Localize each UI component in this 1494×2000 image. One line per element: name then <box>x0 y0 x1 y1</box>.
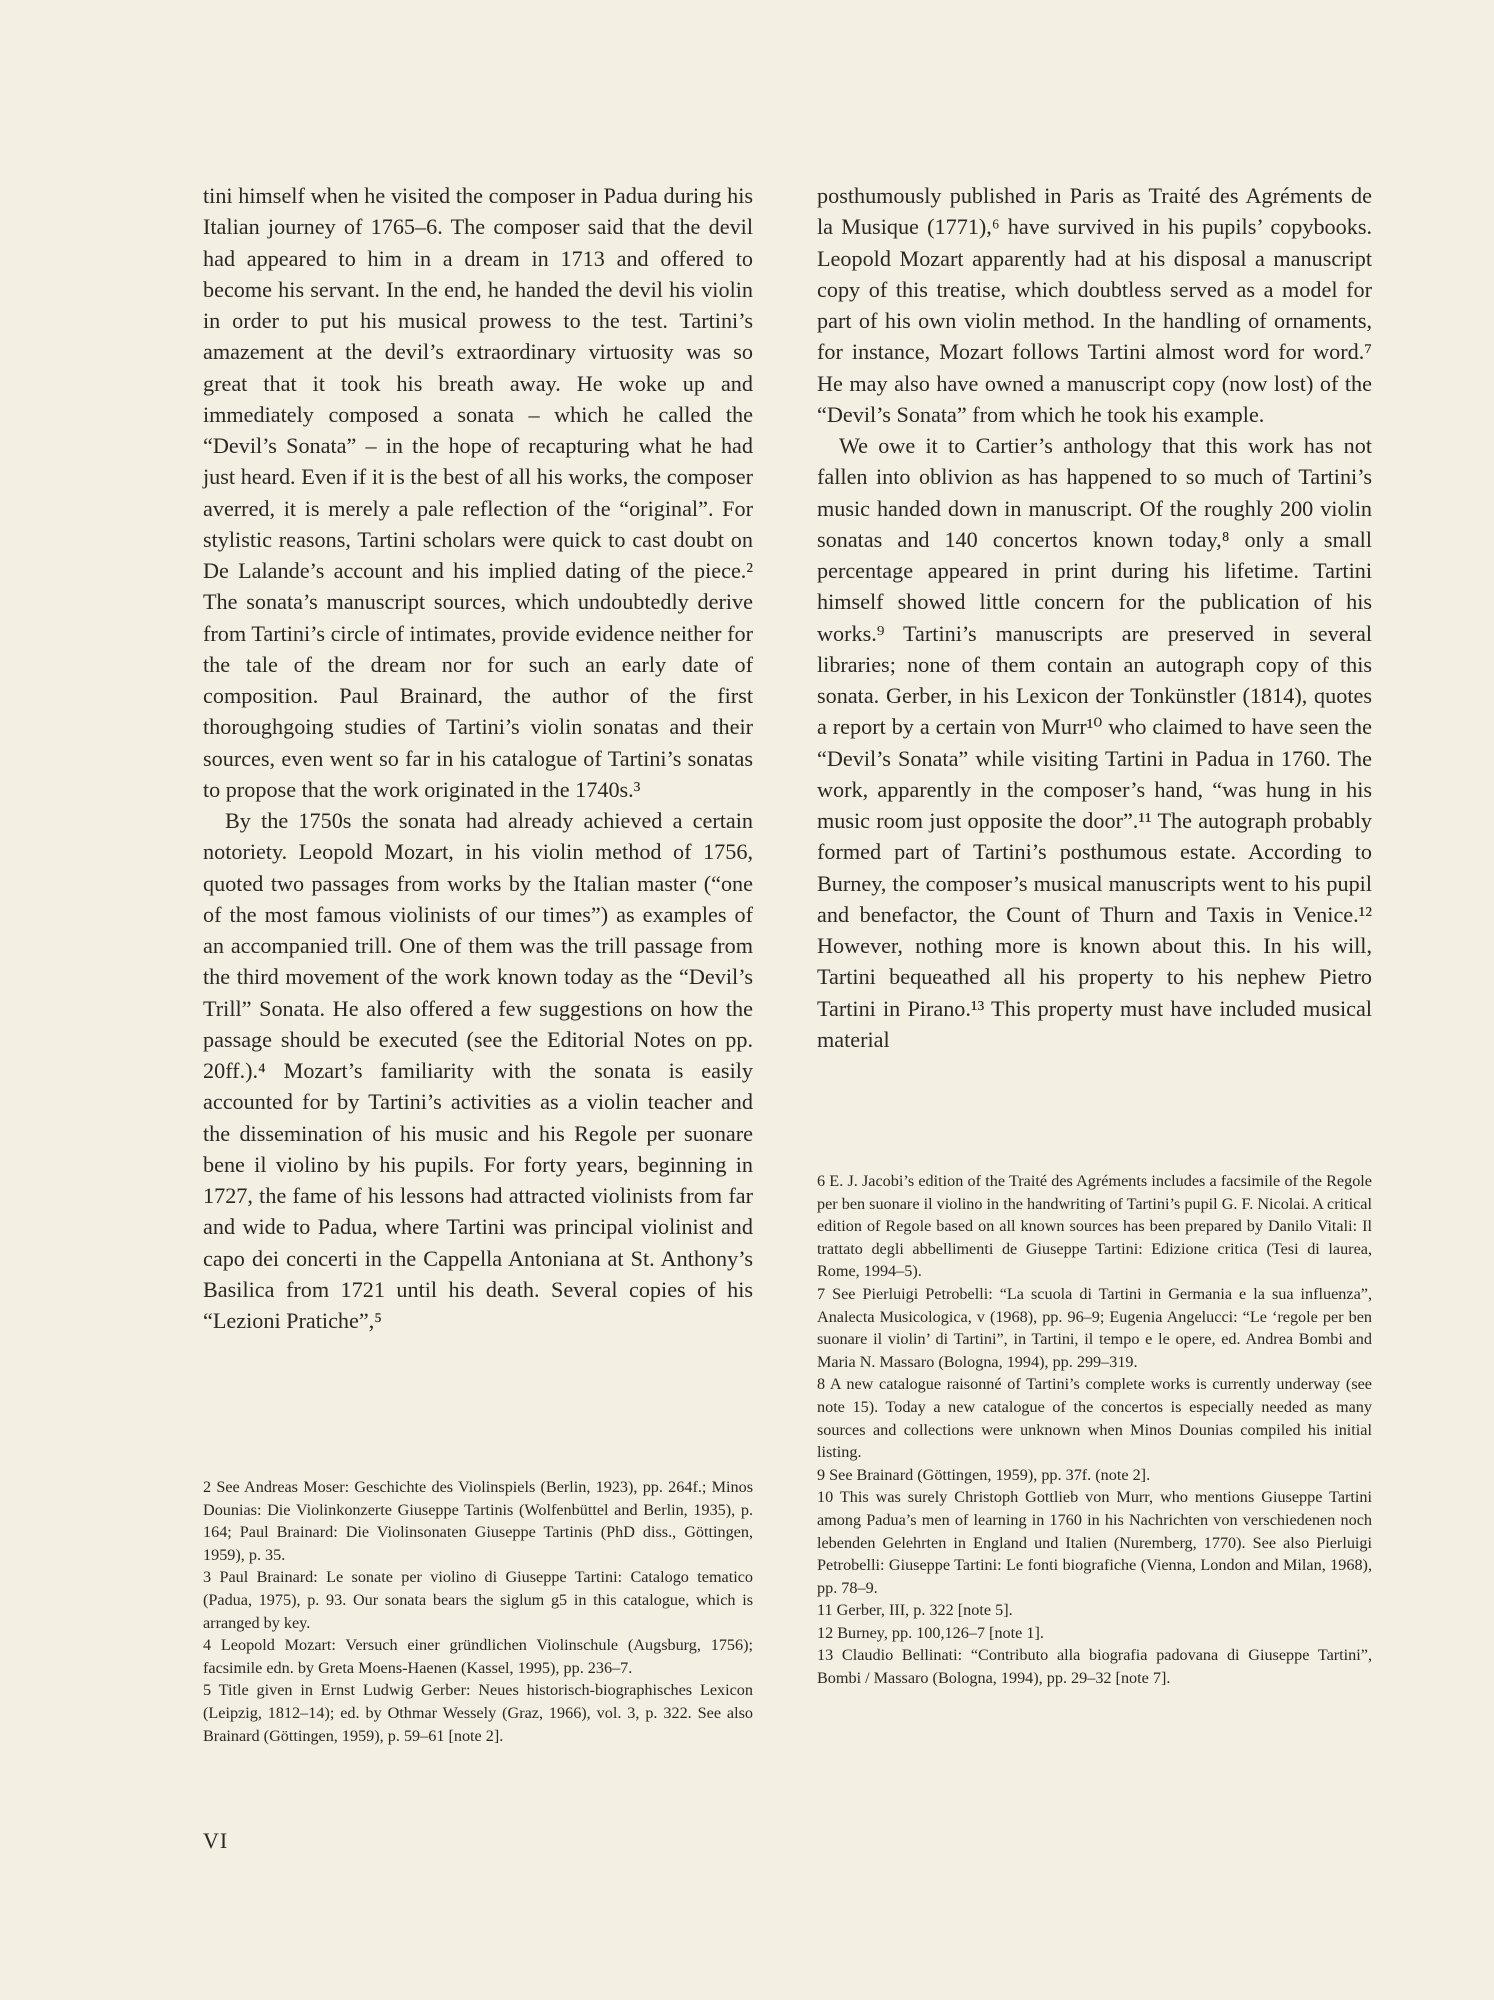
footnote: 3 Paul Brainard: Le sonate per violino di Giuseppe Tartini: Catalogo tematico (Padua, 1975), p. 93. Our sonata bears the siglum g5 in this catalogue, which is arranged by key. <box>203 1568 753 1632</box>
footnote: 2 See Andreas Moser: Geschichte des Violinspiels (Berlin, 1923), pp. 264f.; Minos Dounias: Die Violinkonzerte Giuseppe Tartinis (Wolfenbüttel and Berlin, 1935), p. 164; Paul Brainard: Die Violinsonaten Giuseppe Tartinis (PhD diss., Göttingen, 1959), p. 35. <box>203 1478 753 1564</box>
right-text-column <box>817 180 1372 1055</box>
footnotes-left <box>203 1476 753 1747</box>
paragraph: posthumously published in Paris as Traité des Agréments de la Musique (1771),⁶ have survived in his pupils’ copybooks. Leopold Mozart apparently had at his disposal a manuscript copy of this treatise, which doubtless served as a model for part of his own violin method. In the handling of ornaments, for instance, Mozart follows Tartini almost word for word.⁷ He may also have owned a manuscript copy (now lost) of the “Devil’s Sonata” from which he took his example. <box>817 183 1372 427</box>
footnote: 8 A new catalogue raisonné of Tartini’s complete works is currently underway (see note 15). Today a new catalogue of the concertos is especially needed as many sources and collections were unknown when Minos Dounias compiled his initial listing. <box>817 1375 1372 1462</box>
footnote: 13 Claudio Bellinati: “Contributo alla biografia padovana di Giuseppe Tartini”, Bombi / Massaro (Bologna, 1994), pp. 29–32 [note 7]. <box>817 1646 1372 1688</box>
footnote: 5 Title given in Ernst Ludwig Gerber: Neues historisch-biographisches Lexicon (Leipzig, 1812–14); ed. by Othmar Wessely (Graz, 1966), vol. 3, p. 322. See also Brainard (Göttingen, 1959), p. 59–61 [note 2]. <box>203 1681 753 1745</box>
footnote: 7 See Pierluigi Petrobelli: “La scuola di Tartini in Germania e la sua influenza”, Analecta Musicologica, v (1968), pp. 96–9; Eugenia Angelucci: “Le ‘regole per ben suonare il violin’ di Tartini”, in Tartini, il tempo e le opere, ed. Andrea Bombi and Maria N. Massaro (Bologna, 1994), pp. 299–319. <box>817 1284 1372 1371</box>
footnote: 11 Gerber, III, p. 322 [note 5]. <box>817 1601 1013 1620</box>
footnote: 10 This was surely Christoph Gottlieb von Murr, who mentions Giuseppe Tartini among Padua’s men of learning in 1760 in his Nachrichten von verschiedenen noch lebenden Gelehrten in England und Italien (Nuremberg, 1770). See also Pierluigi Petrobelli: Giuseppe Tartini: Le fonti biografiche (Vienna, London and Milan, 1968), pp. 78–9. <box>817 1488 1372 1597</box>
footnote: 12 Burney, pp. 100,126–7 [note 1]. <box>817 1623 1044 1642</box>
footnote: 9 See Brainard (Göttingen, 1959), pp. 37f. (note 2]. <box>817 1465 1151 1484</box>
page-number: VI <box>203 1828 229 1853</box>
footnotes-right <box>817 1170 1372 1690</box>
paragraph: We owe it to Cartier’s anthology that this work has not fallen into oblivion as has happened to so much of Tartini’s music handed down in manuscript. Of the roughly 200 violin sonatas and 140 concertos known today,⁸ only a small percentage appeared in print during his lifetime. Tartini himself showed little concern for the publication of his works.⁹ Tartini’s manuscripts are preserved in several libraries; none of them contain an autograph copy of this sonata. Gerber, in his Lexicon der Tonkünstler (1814), quotes a report by a certain von Murr¹⁰ who claimed to have seen the “Devil’s Sonata” while visiting Tartini in Padua in 1760. The work, apparently in the composer’s hand, “was hung in his music room just opposite the door”.¹¹ The autograph probably formed part of Tartini’s posthumous estate. According to Burney, the composer’s musical manuscripts went to his pupil and benefactor, the Count of Thurn and Taxis in Venice.¹² However, nothing more is known about this. In his will, Tartini bequeathed all his property to his nephew Pietro Tartini in Pirano.¹³ This property must have included musical material <box>817 433 1372 1052</box>
paragraph: By the 1750s the sonata had already achieved a certain notoriety. Leopold Mozart, in his violin method of 1756, quoted two passages from works by the Italian master (“one of the most famous violinists of our times”) as examples of an accompanied trill. One of them was the trill passage from the third movement of the work known today as the “Devil’s Trill” Sonata. He also offered a few suggestions on how the passage should be executed (see the Editorial Notes on pp. 20ff.).⁴ Mozart’s familiarity with the sonata is easily accounted for by Tartini’s activities as a violin teacher and the dissemination of his music and his Regole per suonare bene il violino by his pupils. For forty years, beginning in 1727, the fame of his lessons had attracted violinists from far and wide to Padua, where Tartini was principal violinist and capo dei concerti in the Cappella Antoniana at St. Anthony’s Basilica from 1721 until his death. Several copies of his “Lezioni Pratiche”,⁵ <box>203 808 753 1333</box>
left-text-column <box>203 180 753 1336</box>
footnote: 4 Leopold Mozart: Versuch einer gründlichen Violinschule (Augsburg, 1756); facsimile edn. by Greta Moens-Haenen (Kassel, 1995), pp. 236–7. <box>203 1636 753 1677</box>
footnote: 6 E. J. Jacobi’s edition of the Traité des Agréments includes a facsimile of the Regole per ben suonare il violino in the handwriting of Tartini’s pupil G. F. Nicolai. A critical edition of Regole based on all known sources has been prepared by Danilo Vitali: Il trattato degli abbellimenti de Giuseppe Tartini: Edizione critica (Tesi di laurea, Rome, 1994–5). <box>817 1172 1372 1281</box>
paragraph: tini himself when he visited the composer in Padua during his Italian journey of 1765–6. The composer said that the devil had appeared to him in a dream in 1713 and offered to become his servant. In the end, he handed the devil his violin in order to put his musical prowess to the test. Tartini’s amazement at the devil’s extraordinary virtuosity was so great that it took his breath away. He woke up and immediately composed a sonata – which he called the “Devil’s Sonata” – in the hope of recapturing what he had just heard. Even if it is the best of all his works, the composer averred, it is merely a pale reflection of the “original”. For stylistic reasons, Tartini scholars were quick to cast doubt on De Lalande’s account and his implied dating of the piece.² The sonata’s manuscript sources, which undoubtedly derive from Tartini’s circle of intimates, provide evidence neither for the tale of the dream nor for such an early date of composition. Paul Brainard, the author of the first thoroughgoing studies of Tartini’s violin sonatas and their sources, even went so far in his catalogue of Tartini’s sonatas to propose that the work originated in the 1740s.³ <box>203 183 753 802</box>
